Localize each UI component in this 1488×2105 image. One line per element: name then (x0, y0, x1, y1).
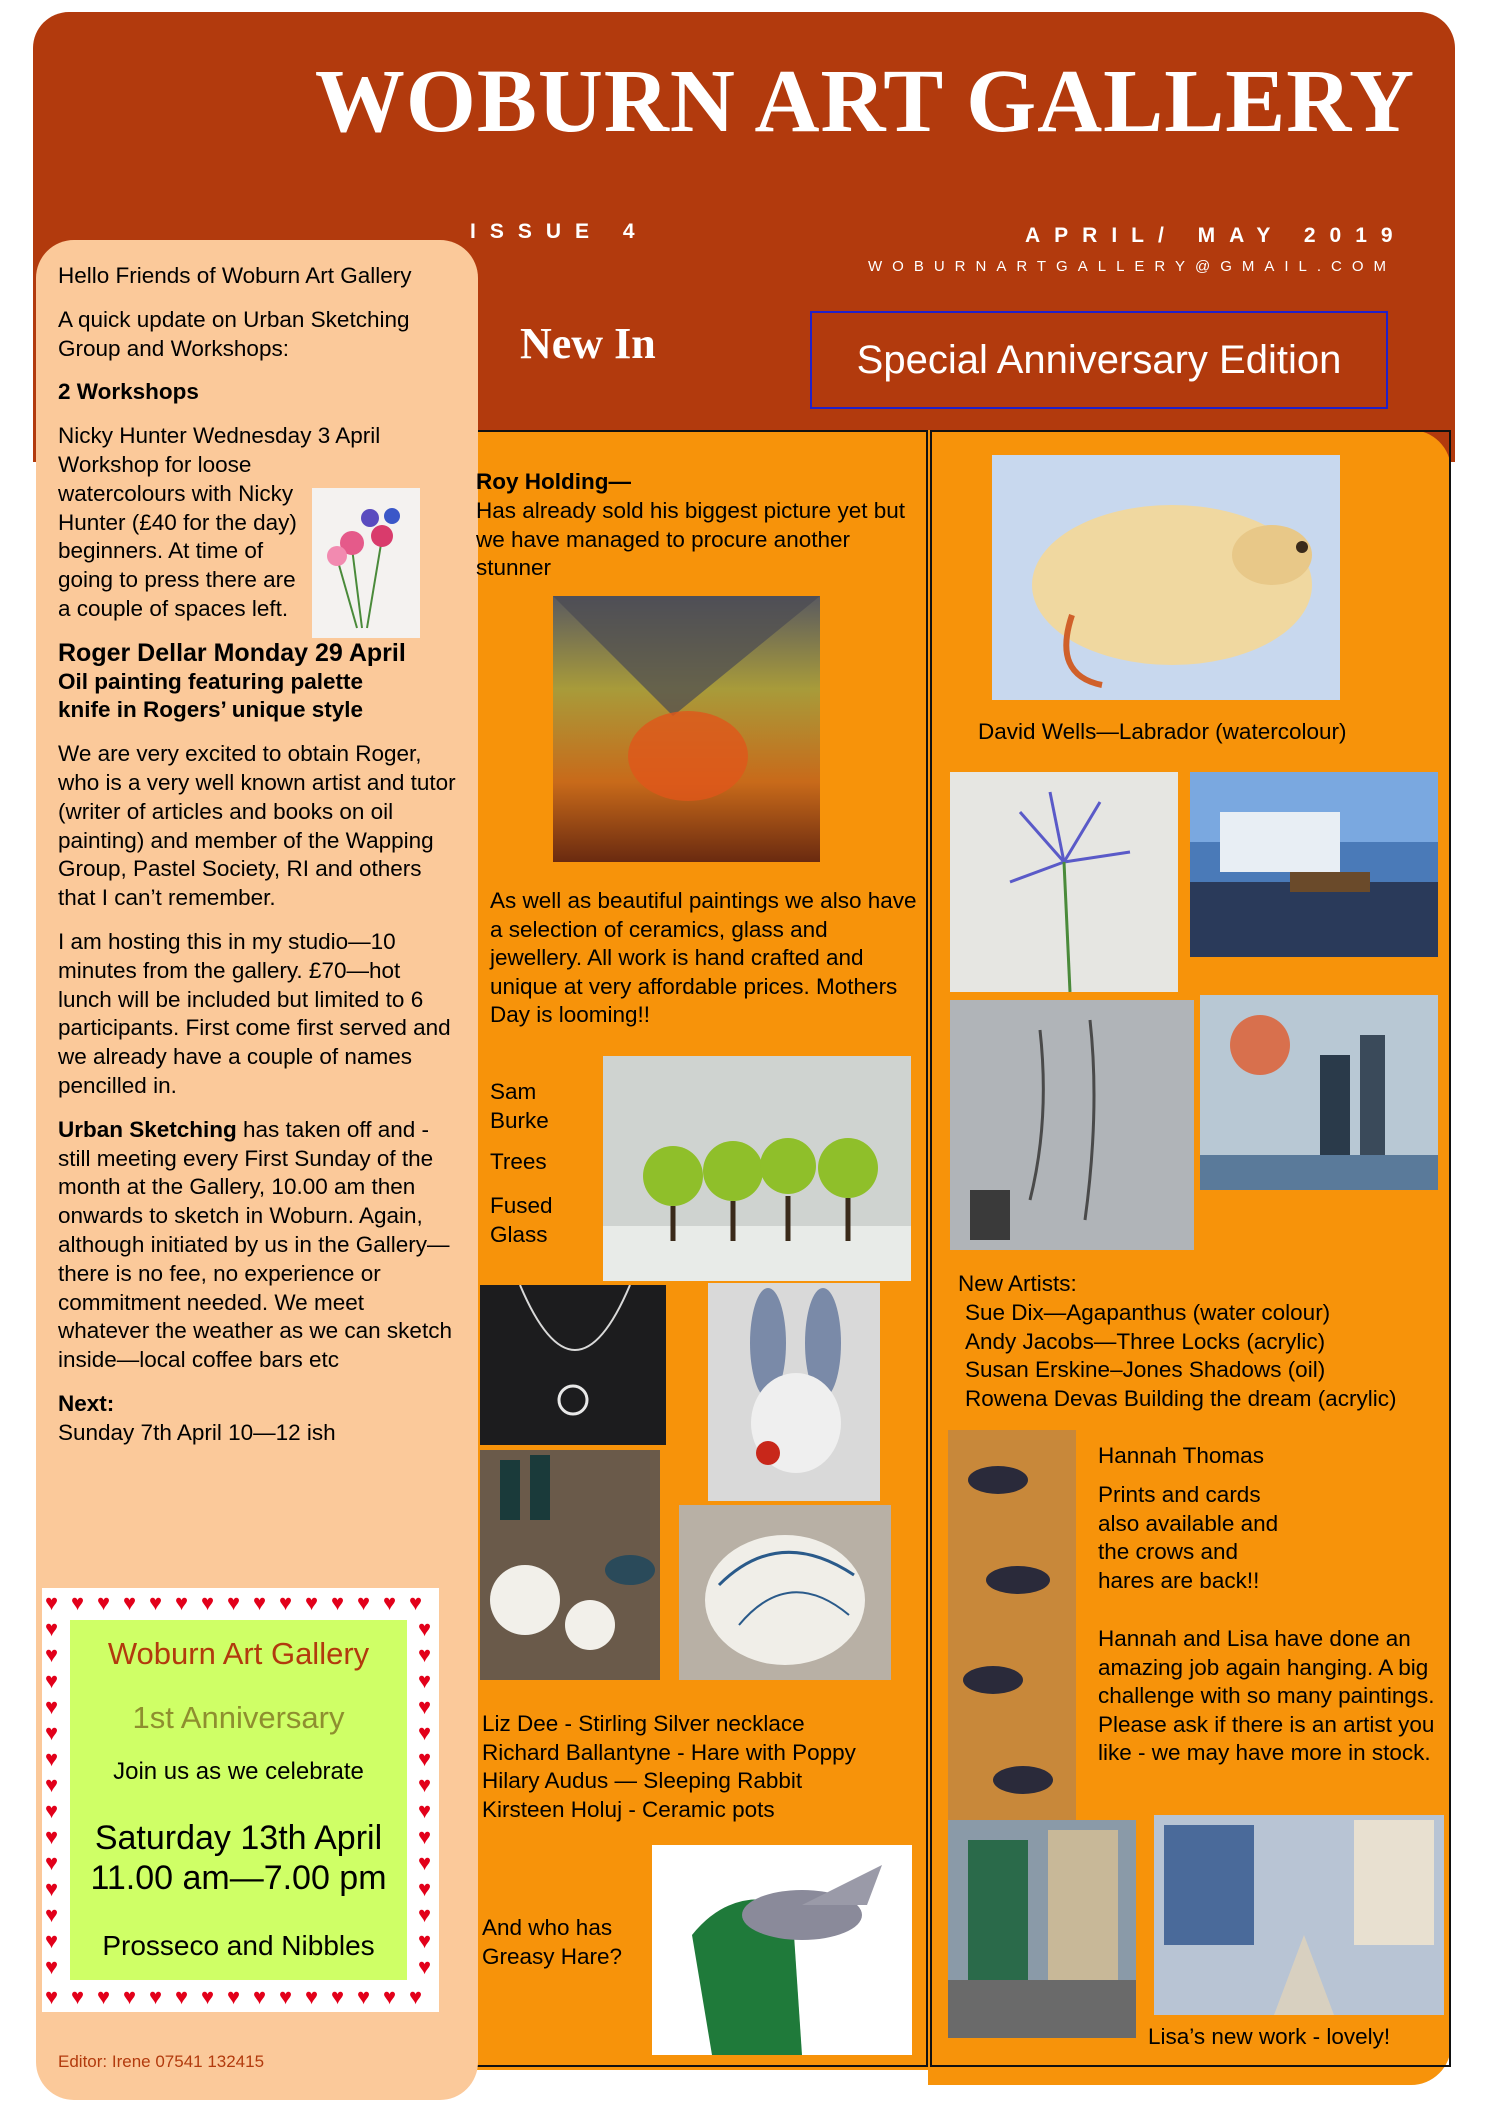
heart-icon: ♥ (305, 1590, 319, 1615)
hosting-text: I am hosting this in my studio—10 minutes from the gallery. £70—hot lunch will be included but limited to 6 participants. First come first served and we already have a couple of names pencilled in. (58, 928, 451, 1098)
heart-icon: ♥ (71, 1984, 85, 2009)
intro: A quick update on Urban Sketching Group and Workshops: (58, 306, 410, 361)
heart-icon: ♥ (418, 1798, 432, 1823)
credit-line: Richard Ballantyne - Hare with Poppy (482, 1739, 856, 1765)
nicky-text: Workshop for loose watercolours with Nicky Hunter (£40 for the day) beginners. At time of going to press there are a couple of spaces left. (58, 451, 297, 621)
heart-icon: ♥ (45, 1746, 59, 1771)
heart-icon: ♥ (45, 1720, 59, 1745)
poster-join: Join us as we celebrate (113, 1758, 364, 1785)
greasy-hare-image (652, 1845, 912, 2055)
heart-icon: ♥ (227, 1984, 241, 2009)
heart-icon: ♥ (45, 1642, 59, 1667)
heart-icon: ♥ (97, 1590, 111, 1615)
heart-icon: ♥ (45, 1984, 59, 2009)
heart-icon: ♥ (45, 1590, 59, 1615)
heart-icon: ♥ (253, 1984, 267, 2009)
lisa-street-painting-1 (948, 1820, 1136, 2038)
heart-icon: ♥ (409, 1984, 423, 2009)
heart-icon: ♥ (279, 1590, 293, 1615)
agapanthus-painting (950, 772, 1178, 992)
heart-icon: ♥ (201, 1984, 215, 2009)
sam-trees-label: Trees (490, 1149, 547, 1174)
credit-line: Hilary Audus — Sleeping Rabbit (482, 1768, 803, 1794)
next-heading: Next: (58, 1390, 115, 1416)
greeting: Hello Friends of Woburn Art Gallery (58, 263, 412, 288)
urban-sketching-body: has taken off and - still meeting every First Sunday of the month at the Gallery, 10.00 am then onwards to sketch in Woburn. Again, although initiated by us in the Gallery—there is no fee, no experience or commitment needed. We meet whatever the weather as we can sketch inside—local coffee bars etc (58, 1116, 452, 1373)
heart-icon: ♥ (253, 1590, 267, 1615)
poster-time: 11.00 am—7.00 pm (90, 1859, 387, 1897)
special-edition-label: Special Anniversary Edition (856, 337, 1342, 382)
poster-refreshments: Prosseco and Nibbles (102, 1930, 375, 1961)
heart-icon: ♥ (409, 1590, 423, 1615)
heart-icon: ♥ (418, 1902, 432, 1927)
building-the-dream-painting (1200, 995, 1438, 1190)
heart-icon: ♥ (45, 1902, 59, 1927)
new-artist-line: Andy Jacobs—Three Locks (acrylic) (965, 1328, 1326, 1354)
fused-glass-trees-image (603, 1056, 911, 1281)
new-artist-line: Susan Erskine–Jones Shadows (oil) (965, 1357, 1326, 1383)
heart-icon: ♥ (45, 1824, 59, 1849)
heart-icon: ♥ (227, 1590, 241, 1615)
heart-icon: ♥ (383, 1984, 397, 2009)
lisa-caption: Lisa’s new work - lovely! (1148, 2024, 1391, 2049)
urban-sketching-heading: Urban Sketching (58, 1116, 237, 1142)
silver-necklace-image (480, 1285, 666, 1445)
david-wells-caption: David Wells—Labrador (watercolour) (978, 719, 1347, 744)
heart-icon: ♥ (357, 1590, 371, 1615)
roger-heading: Roger Dellar Monday 29 April (58, 638, 406, 667)
new-artists-heading: New Artists: (958, 1271, 1077, 1296)
sleeping-rabbit-image (679, 1505, 891, 1680)
heart-icon: ♥ (383, 1590, 397, 1615)
heart-icon: ♥ (45, 1850, 59, 1875)
labrador-painting (992, 455, 1340, 700)
heart-icon: ♥ (175, 1984, 189, 2009)
heart-icon: ♥ (418, 1772, 432, 1797)
heart-icon: ♥ (418, 1928, 432, 1953)
heart-icon: ♥ (45, 1694, 59, 1719)
heart-icon: ♥ (149, 1984, 163, 2009)
sam-fused-label: Fused Glass (490, 1193, 553, 1247)
poster-title: Woburn Art Gallery (107, 1636, 370, 1671)
heart-icon: ♥ (123, 1590, 137, 1615)
editor-contact: Editor: Irene 07541 132415 (58, 2052, 265, 2071)
workshops-heading: 2 Workshops (58, 379, 199, 405)
credits-list (482, 1710, 922, 1824)
heart-icon: ♥ (45, 1772, 59, 1797)
new-artist-line: Rowena Devas Building the dream (acrylic) (965, 1385, 1397, 1411)
heart-icon: ♥ (418, 1642, 432, 1667)
credit-line: Kirsteen Holuj - Ceramic pots (482, 1796, 775, 1822)
hannah-thomas-name: Hannah Thomas (1098, 1443, 1264, 1468)
heart-icon: ♥ (175, 1590, 189, 1615)
anniversary-poster-inner (70, 1620, 407, 1980)
new-in-heading: New In (520, 319, 656, 368)
lisa-street-painting-2 (1154, 1815, 1444, 2015)
heart-icon: ♥ (418, 1746, 432, 1771)
roy-heading: Roy Holding— (476, 469, 631, 494)
gallery-email[interactable]: WOBURNARTGALLERY@GMAIL.COM (868, 258, 1397, 275)
roy-text: Has already sold his biggest picture yet but we have managed to procure another stunner (476, 498, 905, 581)
heart-icon: ♥ (331, 1984, 345, 2009)
poster-anniversary: 1st Anniversary (132, 1700, 345, 1735)
hannah-prints-text: Prints and cards also available and the crows and hares are back!! (1098, 1482, 1279, 1593)
heart-icon: ♥ (45, 1954, 59, 1979)
poster-date: Saturday 13th April (94, 1819, 383, 1857)
heart-icon: ♥ (418, 1850, 432, 1875)
heart-icon: ♥ (305, 1984, 319, 2009)
heart-icon: ♥ (97, 1984, 111, 2009)
crows-print-image (948, 1430, 1076, 1860)
sam-burke-name: Sam Burke (490, 1079, 549, 1133)
newsletter-title: WOBURN ART GALLERY (314, 52, 1416, 151)
roy-holding-painting (553, 596, 820, 862)
heart-icon: ♥ (149, 1590, 163, 1615)
special-edition-box (810, 311, 1388, 409)
hare-with-poppy-image (708, 1283, 880, 1501)
heart-icon: ♥ (418, 1824, 432, 1849)
heart-icon: ♥ (123, 1984, 137, 2009)
heart-icon: ♥ (71, 1590, 85, 1615)
heart-icon: ♥ (201, 1590, 215, 1615)
heart-icon: ♥ (418, 1616, 432, 1641)
next-text: Sunday 7th April 10—12 ish (58, 1419, 336, 1445)
heart-icon: ♥ (45, 1928, 59, 1953)
flowers-watercolour-image (312, 488, 420, 638)
three-locks-painting (1190, 772, 1438, 957)
nicky-heading: Nicky Hunter Wednesday 3 April (58, 423, 381, 449)
left-sidebar-text (58, 262, 458, 1462)
heart-icon: ♥ (279, 1984, 293, 2009)
heart-icon: ♥ (418, 1694, 432, 1719)
credit-line: Liz Dee - Stirling Silver necklace (482, 1711, 805, 1736)
heart-icon: ♥ (418, 1954, 432, 1979)
heart-icon: ♥ (45, 1616, 59, 1641)
new-artist-line: Sue Dix—Agapanthus (water colour) (965, 1300, 1331, 1325)
issue-date: APRIL/ MAY 2019 (1025, 224, 1407, 247)
heart-icon: ♥ (45, 1798, 59, 1823)
hanging-text: Hannah and Lisa have done an amazing job again hanging. A big challenge with so many paintings. Please ask if there is an artist you like - we may have more in stock. (1098, 1626, 1435, 1766)
ceramic-pots-image (480, 1450, 660, 1680)
urban-sketching-text (58, 1116, 458, 1375)
shadows-painting (950, 1000, 1194, 1250)
heart-icon: ♥ (418, 1720, 432, 1745)
roger-text: We are very excited to obtain Roger, who is a very well known artist and tutor (writer of articles and books on oil painting) and member of the Wapping Group, Pastel Society, RI and others that I can’t remember. (58, 741, 456, 911)
heart-icon: ♥ (418, 1668, 432, 1693)
issue-number: ISSUE 4 (470, 220, 649, 243)
heart-icon: ♥ (418, 1876, 432, 1901)
heart-icon: ♥ (357, 1984, 371, 2009)
greasy-hare-text: And who has Greasy Hare? (482, 1915, 623, 1969)
heart-icon: ♥ (45, 1876, 59, 1901)
heart-icon: ♥ (45, 1668, 59, 1693)
selection-text: As well as beautiful paintings we also have a selection of ceramics, glass and jewellery. All work is hand crafted and unique at very affordable prices. Mothers Day is looming!! (490, 888, 917, 1028)
roger-subheading: Oil painting featuring palette knife in Rogers’ unique style (58, 668, 364, 723)
new-artists-list (965, 1299, 1455, 1413)
heart-icon: ♥ (331, 1590, 345, 1615)
